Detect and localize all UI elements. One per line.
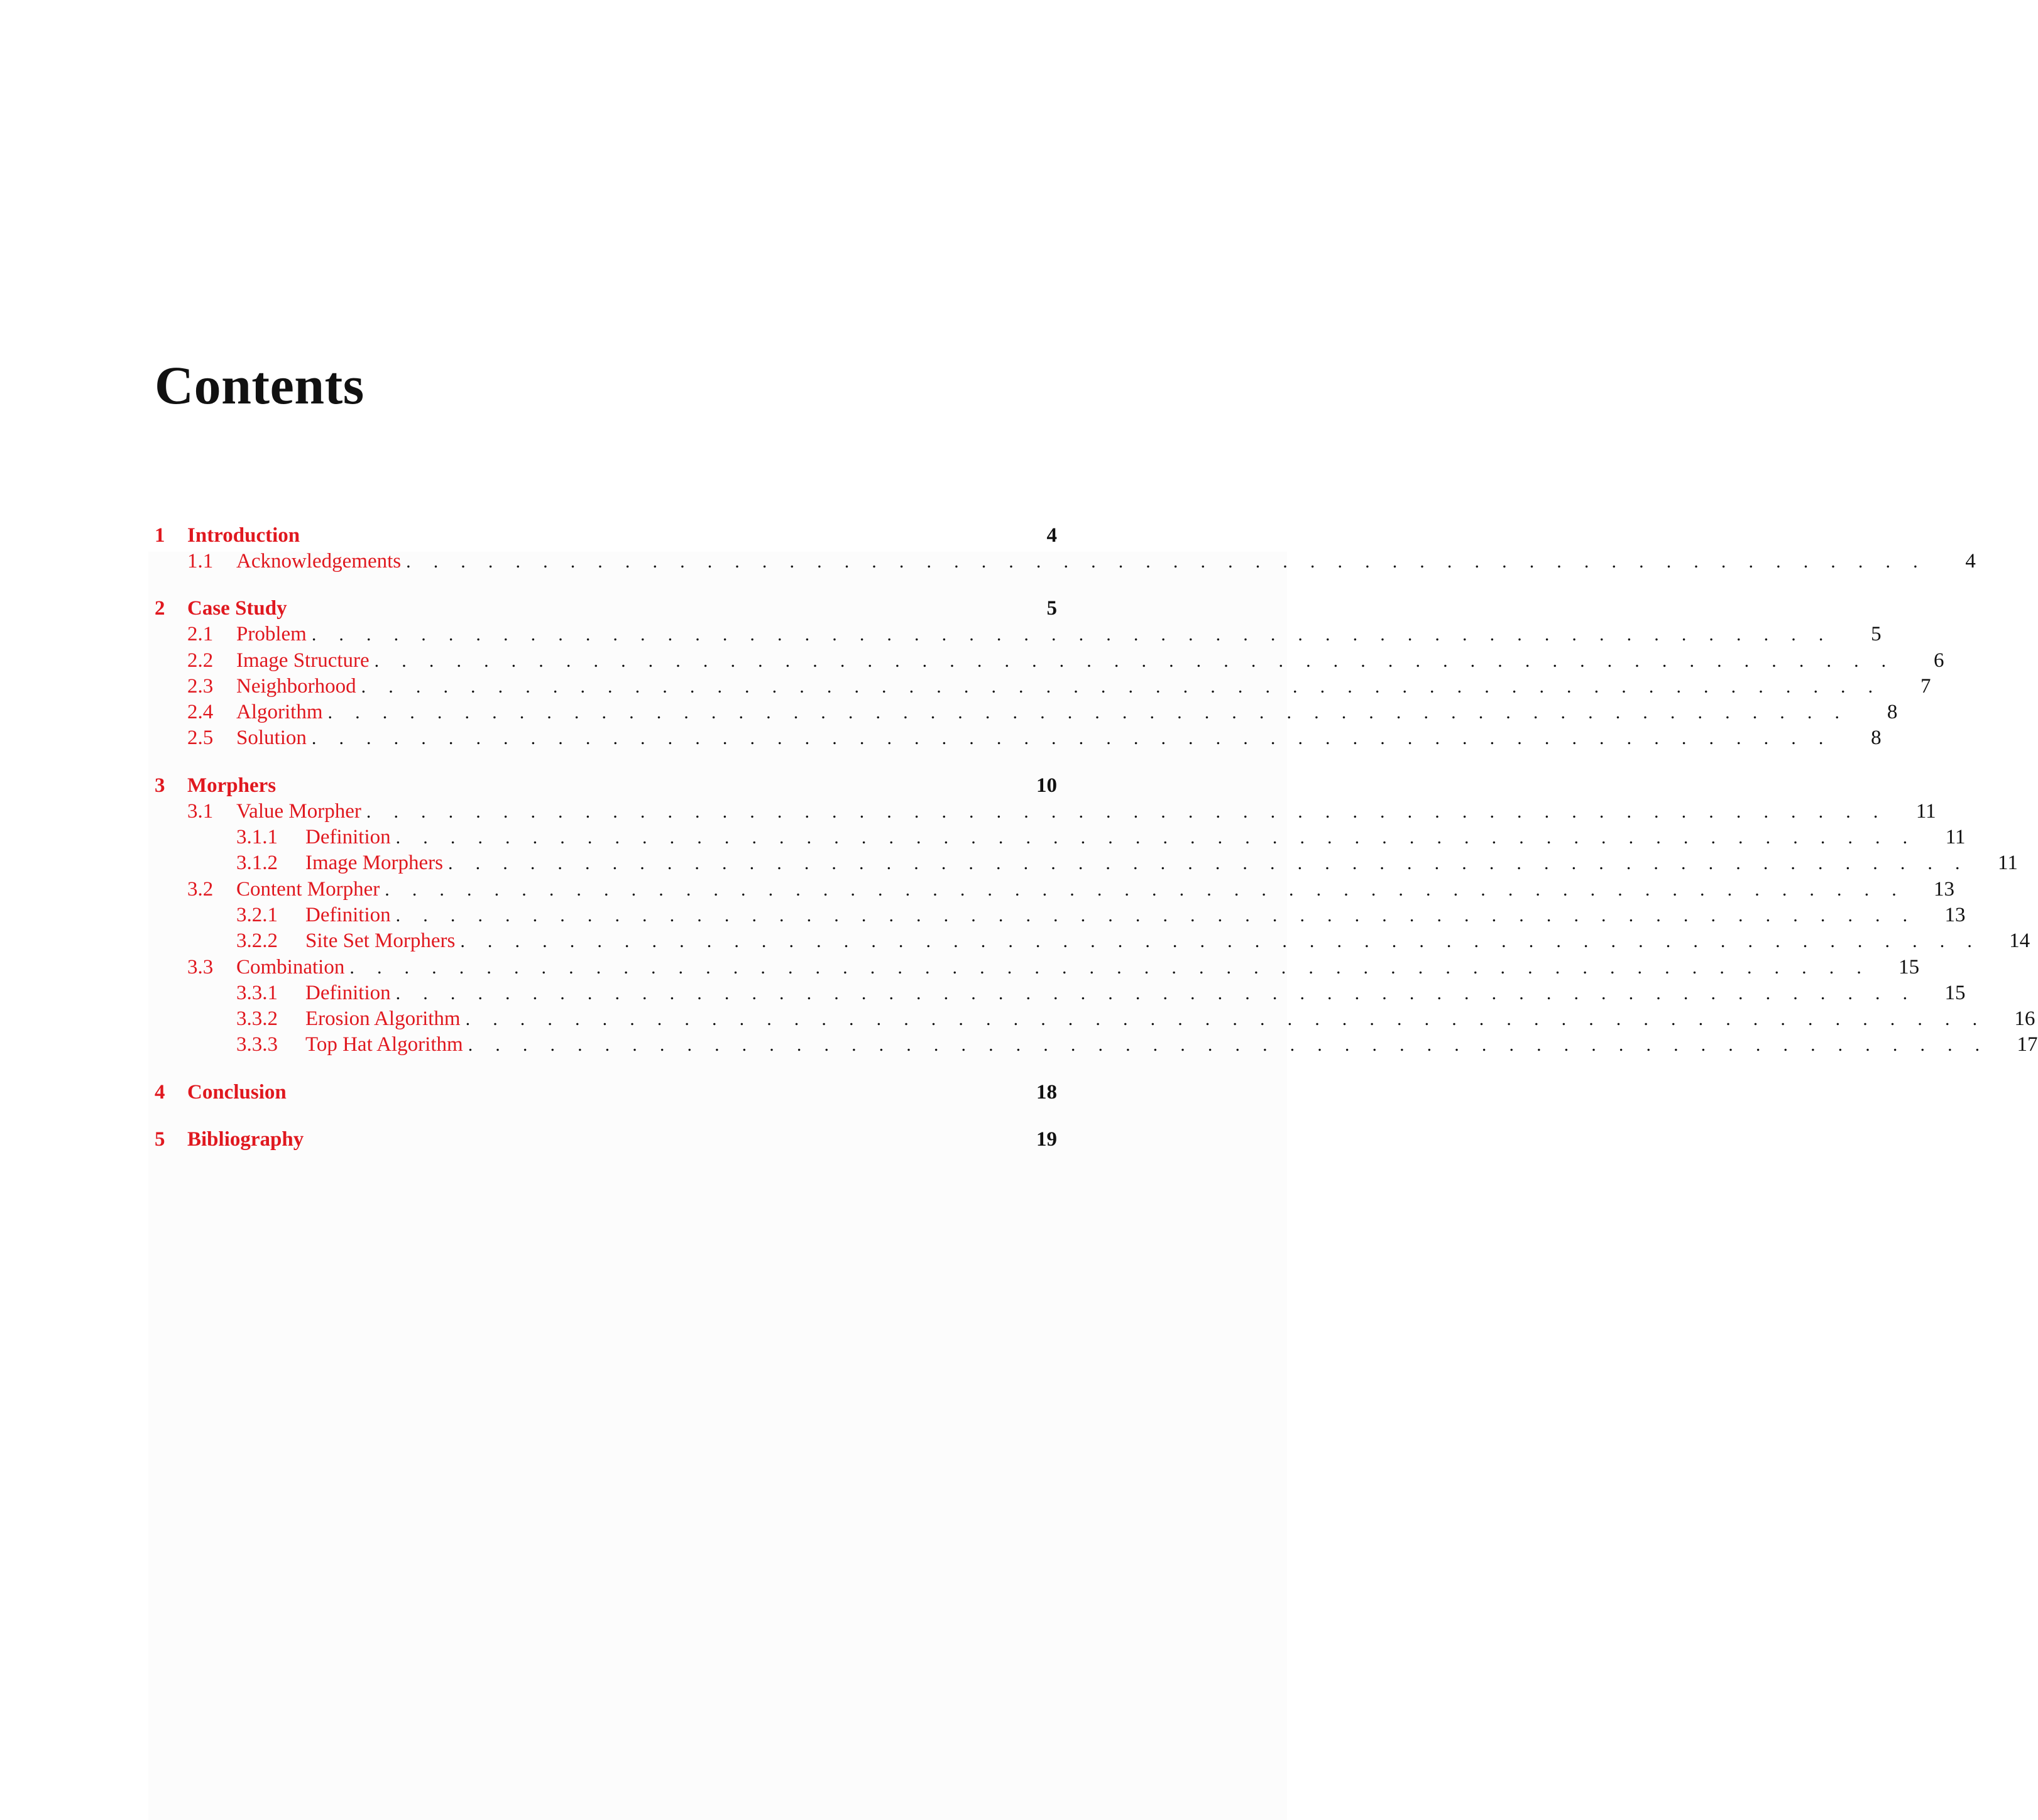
toc-section-3-1[interactable] (155, 799, 1936, 826)
dot-leader: . . . . . . . . . . . . . . . . . . . . . . . . . . . . . . . . . . . . . . . . . . . . . . . . . . . . . . . . (448, 853, 1969, 874)
section-number: 2.4 (187, 701, 214, 724)
section-title-link[interactable]: Acknowledgements (236, 550, 402, 573)
section-title-link[interactable]: Algorithm (236, 701, 323, 724)
subsection-title-link[interactable]: Top Hat Algorithm (305, 1033, 463, 1056)
dot-leader: . . . . . . . . . . . . . . . . . . . . . . . . . . . . . . . . . . . . . . . . . . . . . . . . . . . . . . . . (374, 650, 1895, 671)
dot-leader: . . . . . . . . . . . . . . . . . . . . . . . . . . . . . . . . . . . . . . . . . . . . . . . . . . . . . . . . (349, 957, 1871, 978)
section-number: 2.5 (187, 726, 214, 750)
subsection-page-number: 11 (1998, 852, 2018, 875)
toc-section-2-1[interactable] (155, 623, 1882, 649)
dot-leader: . . . . . . . . . . . . . . . . . . . . . . . . . . . . . . . . . . . . . . . . . . . . . . . . . . . . . . . . (406, 551, 1927, 572)
subsection-page-number: 16 (2014, 1007, 2035, 1031)
page-title: Contents (155, 355, 364, 415)
chapter-number: 5 (155, 1127, 165, 1151)
section-title-link[interactable]: Combination (236, 955, 345, 979)
dot-leader: . . . . . . . . . . . . . . . . . . . . . . . . . . . . . . . . . . . . . . . . . . . . . . . . . . . . . . . . (366, 801, 1887, 822)
section-page-number: 5 (1871, 623, 1882, 646)
section-title-link[interactable]: Image Structure (236, 649, 370, 672)
toc-chapter-2[interactable] (155, 597, 1057, 623)
toc-chapter-4[interactable] (155, 1081, 1057, 1107)
toc-subsection-3-3-3[interactable] (155, 1033, 2038, 1059)
chapter-number: 2 (155, 597, 165, 620)
dot-leader: . . . . . . . . . . . . . . . . . . . . . . . . . . . . . . . . . . . . . . . . . . . . . . . . . . . . . . . . (395, 827, 1917, 848)
section-page-number: 8 (1871, 726, 1882, 750)
subsection-title-link[interactable]: Image Morphers (305, 852, 444, 875)
section-title-link[interactable]: Problem (236, 623, 307, 646)
toc-subsection-3-3-1[interactable] (155, 981, 1966, 1007)
subsection-title-link[interactable]: Definition (305, 903, 391, 926)
subsection-page-number: 17 (2017, 1033, 2038, 1056)
toc-subsection-3-1-1[interactable] (155, 826, 1966, 852)
toc-chapter-3[interactable] (155, 774, 1057, 800)
dot-leader: . . . . . . . . . . . . . . . . . . . . . . . . . . . . . . . . . . . . . . . . . . . . . . . . . . . . . . . . (465, 1009, 1986, 1030)
subsection-number: 3.2.2 (236, 929, 278, 953)
subsection-page-number: 13 (1944, 903, 1966, 926)
dot-leader: . . . . . . . . . . . . . . . . . . . . . . . . . . . . . . . . . . . . . . . . . . . . . . . . . . . . . . . . (327, 702, 1849, 723)
section-page-number: 4 (1965, 550, 1976, 573)
chapter-number: 4 (155, 1080, 165, 1104)
section-page-number: 6 (1933, 649, 1944, 672)
toc-chapter-1[interactable] (155, 524, 1057, 550)
toc-subsection-3-2-1[interactable] (155, 903, 1966, 929)
chapter-page-number: 10 (1036, 774, 1057, 797)
chapter-page-number: 5 (1046, 597, 1057, 620)
subsection-number: 3.3.3 (236, 1033, 278, 1056)
chapter-title-link[interactable]: Bibliography (187, 1127, 304, 1151)
section-number: 2.1 (187, 623, 214, 646)
toc-section-1-1[interactable] (155, 550, 1976, 576)
toc-subsection-3-3-2[interactable] (155, 1007, 2035, 1033)
section-page-number: 13 (1934, 877, 1955, 901)
dot-leader: . . . . . . . . . . . . . . . . . . . . . . . . . . . . . . . . . . . . . . . . . . . . . . . . . . . . . . . . (395, 982, 1917, 1004)
dot-leader: . . . . . . . . . . . . . . . . . . . . . . . . . . . . . . . . . . . . . . . . . . . . . . . . . . . . . . . . (468, 1034, 1989, 1056)
dot-leader: . . . . . . . . . . . . . . . . . . . . . . . . . . . . . . . . . . . . . . . . . . . . . . . . . . . . . . . . (395, 904, 1917, 926)
chapter-number: 1 (155, 524, 165, 547)
subsection-title-link[interactable]: Definition (305, 981, 391, 1004)
section-title-link[interactable]: Solution (236, 726, 307, 750)
toc-section-3-2[interactable] (155, 877, 1955, 904)
subsection-title-link[interactable]: Definition (305, 826, 391, 849)
toc-subsection-3-1-2[interactable] (155, 852, 2018, 877)
toc-section-2-4[interactable] (155, 701, 1898, 726)
section-page-number: 11 (1915, 799, 1936, 823)
section-number: 3.1 (187, 799, 214, 823)
section-number: 3.3 (187, 955, 214, 979)
section-number: 2.3 (187, 674, 214, 698)
chapter-title-link[interactable]: Morphers (187, 774, 277, 797)
chapter-title-link[interactable]: Conclusion (187, 1080, 287, 1104)
subsection-page-number: 11 (1945, 826, 1966, 849)
toc-chapter-5[interactable] (155, 1128, 1057, 1154)
toc-subsection-3-2-2[interactable] (155, 929, 2030, 955)
chapter-title-link[interactable]: Introduction (187, 524, 300, 547)
subsection-number: 3.2.1 (236, 903, 278, 926)
subsection-page-number: 15 (1944, 981, 1966, 1004)
subsection-number: 3.3.2 (236, 1007, 278, 1031)
subsection-number: 3.1.2 (236, 852, 278, 875)
section-number: 3.2 (187, 877, 214, 901)
section-title-link[interactable]: Content Morpher (236, 877, 380, 901)
section-title-link[interactable]: Value Morpher (236, 799, 361, 823)
subsection-number: 3.1.1 (236, 826, 278, 849)
dot-leader: . . . . . . . . . . . . . . . . . . . . . . . . . . . . . . . . . . . . . . . . . . . . . . . . . . . . . . . . (460, 931, 1981, 952)
section-number: 1.1 (187, 550, 214, 573)
table-of-contents (155, 524, 2038, 1154)
section-number: 2.2 (187, 649, 214, 672)
chapter-number: 3 (155, 774, 165, 797)
dot-leader: . . . . . . . . . . . . . . . . . . . . . . . . . . . . . . . . . . . . . . . . . . . . . . . . . . . . . . . . (311, 624, 1833, 645)
chapter-page-number: 19 (1036, 1127, 1057, 1151)
section-page-number: 15 (1898, 955, 1920, 979)
subsection-number: 3.3.1 (236, 981, 278, 1004)
toc-section-3-3[interactable] (155, 955, 1920, 982)
toc-section-2-3[interactable] (155, 674, 1931, 701)
dot-leader: . . . . . . . . . . . . . . . . . . . . . . . . . . . . . . . . . . . . . . . . . . . . . . . . . . . . . . . . (361, 676, 1882, 697)
section-page-number: 8 (1887, 701, 1898, 724)
chapter-title-link[interactable]: Case Study (187, 597, 287, 620)
subsection-title-link[interactable]: Erosion Algorithm (305, 1007, 461, 1031)
section-title-link[interactable]: Neighborhood (236, 674, 356, 698)
subsection-page-number: 14 (2009, 929, 2030, 953)
toc-section-2-2[interactable] (155, 649, 1944, 675)
chapter-page-number: 18 (1036, 1080, 1057, 1104)
chapter-page-number: 4 (1046, 524, 1057, 547)
toc-section-2-5[interactable] (155, 726, 1882, 752)
section-page-number: 7 (1920, 674, 1931, 698)
dot-leader: . . . . . . . . . . . . . . . . . . . . . . . . . . . . . . . . . . . . . . . . . . . . . . . . . . . . . . . . (311, 728, 1833, 749)
dot-leader: . . . . . . . . . . . . . . . . . . . . . . . . . . . . . . . . . . . . . . . . . . . . . . . . . . . . . . . . (385, 879, 1906, 900)
subsection-title-link[interactable]: Site Set Morphers (305, 929, 456, 953)
